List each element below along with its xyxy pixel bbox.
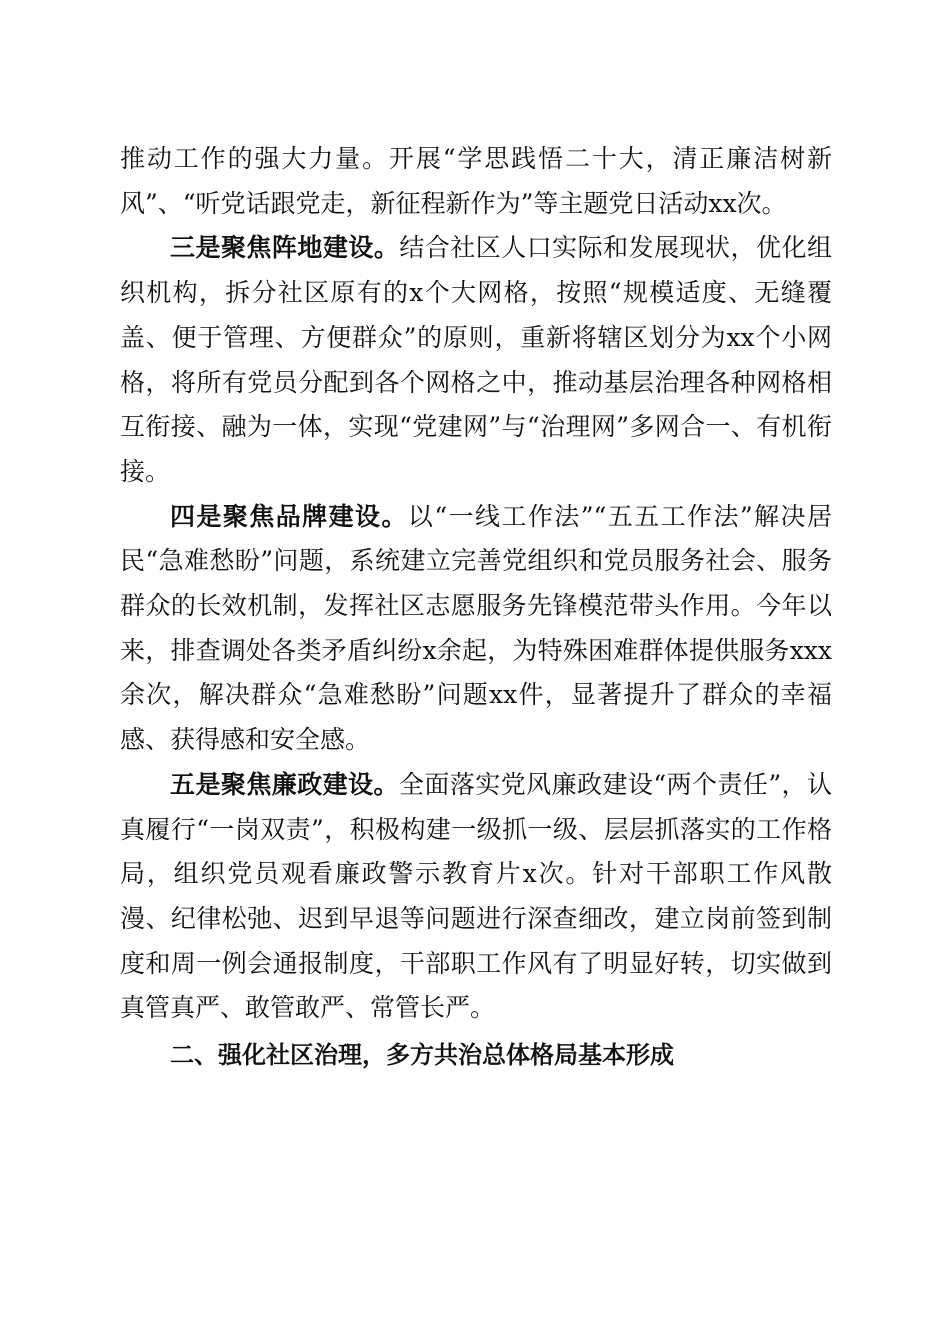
paragraph-position-building xyxy=(120,226,832,494)
paragraph-lead: 五是聚焦廉政建设。 xyxy=(170,769,399,799)
paragraph-lead: 三是聚焦阵地建设。 xyxy=(170,233,400,263)
paragraph-text: 推动工作的强大力量。开展“学思践悟二十大，清正廉洁树新风”、“听党话跟党走，新征程新作为”等主题党日活动xx次。 xyxy=(120,144,832,218)
paragraph-brand-building xyxy=(120,495,832,763)
paragraph-continuation xyxy=(120,137,832,226)
paragraph-lead: 四是聚焦品牌建设。 xyxy=(170,501,408,531)
document-page xyxy=(120,137,832,1078)
paragraph-text: 以“一线工作法”“五五工作法”解决居民“急难愁盼”问题，系统建立完善党组织和党员服务社会、服务群众的长效机制，发挥社区志愿服务先锋模范带头作用。今年以来，排查调处各类矛盾纠纷x余起，为特殊困难群体提供服务xxx余次，解决群众“急难愁盼”问题xx件，显著提升了群众的幸福感、获得感和安全感。 xyxy=(120,501,832,755)
paragraph-integrity-building xyxy=(120,763,832,1031)
section-heading: 二、强化社区治理，多方共治总体格局基本形成 xyxy=(170,1041,674,1070)
paragraph-text: 结合社区人口实际和发展现状，优化组织机构，拆分社区原有的x个大网格，按照“规模适度、无缝覆盖、便于管理、方便群众”的原则，重新将辖区划分为xx个小网格，将所有党员分配到各个网格之中，推动基层治理各种网格相互衔接、融为一体，实现“党建网”与“治理网”多网合一、有机衔接。 xyxy=(120,233,832,486)
paragraph-text: 全面落实党风廉政建设“两个责任”，认真履行“一岗双责”，积极构建一级抓一级、层层抓落实的工作格局，组织党员观看廉政警示教育片x次。针对干部职工作风散漫、纪律松弛、迟到早退等问题进行深查细改，建立岗前签到制度和周一例会通报制度，干部职工作风有了明显好转，切实做到真管真严、敢管敢严、常管长严。 xyxy=(120,769,832,1023)
